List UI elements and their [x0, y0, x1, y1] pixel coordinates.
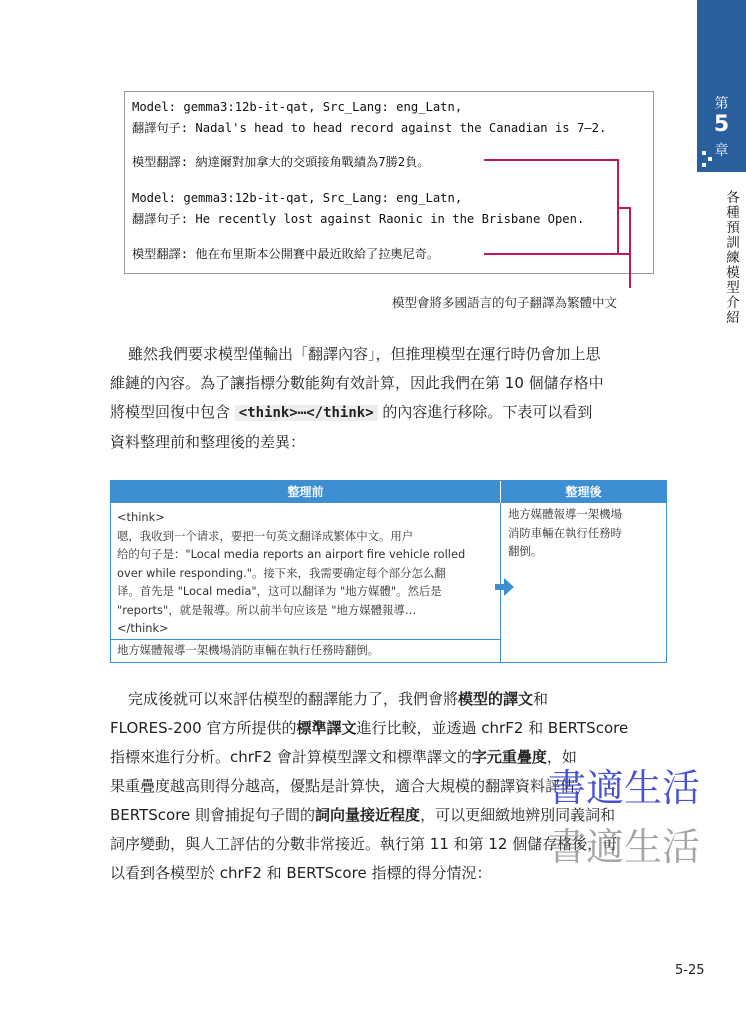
watermark-secondary: 書適生活 — [548, 825, 701, 869]
text-fragment: 完成後就可以來評估模型的翻譯能力了，我們會將 — [128, 690, 459, 708]
bold-term: 詞向量接近程度 — [315, 806, 421, 824]
text-fragment: 和 — [533, 690, 549, 708]
connector-line — [617, 207, 631, 209]
table-header-before: 整理前 — [111, 481, 500, 503]
text-fragment: ，如 — [546, 748, 577, 766]
connector-line — [629, 207, 631, 288]
cell-line: over while responding."。接下来，我需要确定每个部分怎么翻 — [117, 565, 446, 580]
text-fragment: 指標來進行分析。chrF2 會計算模型譯文和標準譯文的 — [110, 748, 472, 766]
cell-line: 嗯，我收到一个请求，要把一句英文翻译成繁体中文。用户 — [117, 528, 414, 543]
arrow-right-icon — [495, 576, 515, 598]
chapter-tab — [697, 0, 746, 172]
text-line: 果重疊度越高則得分越高，優點是計算快，適合大規模的翻譯資料評估。 — [110, 777, 591, 795]
cell-line: 译。首先是 "Local media"，这可以翻译为 "地方媒體"。然后是 — [117, 584, 442, 598]
text-line: 維鏈的內容。為了讓指標分數能夠有效計算，因此我們在第 10 個儲存格中 — [110, 374, 604, 392]
cell-line: 地方媒體報導一架機場 — [508, 507, 622, 521]
code-line: 翻譯句子: He recently lost against Raonic in the Brisbane Open. — [132, 212, 585, 226]
page-number: 5-25 — [675, 963, 705, 978]
code-output-box — [124, 91, 654, 274]
cell-line: 地方媒體報導一架機場消防車輛在執行任務時翻倒。 — [117, 643, 379, 657]
cell-line: <think> — [117, 510, 165, 524]
connector-line — [484, 159, 618, 161]
text-fragment: FLORES-200 官方所提供的 — [110, 719, 297, 737]
table-header-after: 整理後 — [501, 481, 666, 503]
cell-line: 消防車輛在執行任務時 — [508, 525, 622, 540]
text-line: 詞序變動，與人工評估的分數非常接近。執行第 11 和第 12 個儲存格後，可 — [110, 835, 618, 853]
text-line — [110, 714, 668, 743]
cell-line: 给的句子是："Local media reports an airport fire vehicle rolled — [117, 547, 466, 561]
cell-line: "reports"，就是報導。所以前半句应该是 "地方媒體報導… — [117, 602, 417, 617]
chapter-number: 5 — [713, 112, 730, 137]
before-final-cell — [117, 641, 497, 660]
bold-term: 模型的譯文 — [458, 690, 534, 708]
text-fragment: BERTScore 則會捕捉句子間的 — [110, 806, 316, 824]
chapter-prefix: 第 — [714, 96, 729, 112]
watermark-primary: 書適生活 — [548, 766, 701, 810]
code-line: 翻譯句子: Nadal's head to head record against the Canadian is 7–2. — [132, 121, 607, 135]
code-line: 模型翻譯: 納達爾對加拿大的交頭接角戰績為7勝2負。 — [132, 155, 430, 169]
chapter-suffix: 章 — [714, 143, 729, 159]
connector-line — [484, 253, 631, 255]
text-line: 資料整理前和整理後的差異： — [110, 433, 306, 451]
cell-line: 翻倒。 — [508, 544, 543, 558]
code-line: 模型翻譯: 他在布里斯本公開賽中最近敗給了拉奧尼奇。 — [132, 247, 440, 261]
text-fragment: 進行比較，並透過 chrF2 和 BERTScore — [356, 719, 629, 737]
text-fragment: 將模型回復中包含 — [110, 403, 235, 421]
code-line: Model: gemma3:12b-it-qat, Src_Lang: eng_Latn, — [132, 100, 463, 114]
text-line — [110, 398, 668, 428]
text-fragment: ，可以更細緻地辨別同義詞和 — [420, 806, 616, 824]
code-caption: 模型會將多國語言的句子翻譯為繁體中文 — [392, 295, 618, 310]
inline-code: <think>⋯</think> — [235, 405, 378, 421]
paragraph-1 — [110, 340, 668, 457]
row-divider — [111, 639, 500, 640]
text-line: 以看到各模型於 chrF2 和 BERTScore 指標的得分情況： — [110, 864, 492, 882]
comparison-table — [110, 480, 667, 663]
bold-term: 標準譯文 — [296, 719, 357, 737]
text-line — [110, 685, 668, 714]
code-line: Model: gemma3:12b-it-qat, Src_Lang: eng_Latn, — [132, 191, 463, 205]
cell-line: </think> — [117, 621, 169, 635]
bold-term: 字元重疊度 — [471, 748, 547, 766]
after-cell — [508, 505, 664, 561]
before-cell — [117, 508, 497, 638]
connector-line — [617, 159, 619, 253]
text-fragment: 的內容進行移除。下表可以看到 — [377, 403, 593, 421]
chapter-title: 各種預訓練模型介紹 — [723, 190, 739, 325]
text-line: 雖然我們要求模型僅輸出「翻譯內容」，但推理模型在運行時仍會加上思 — [128, 345, 601, 363]
